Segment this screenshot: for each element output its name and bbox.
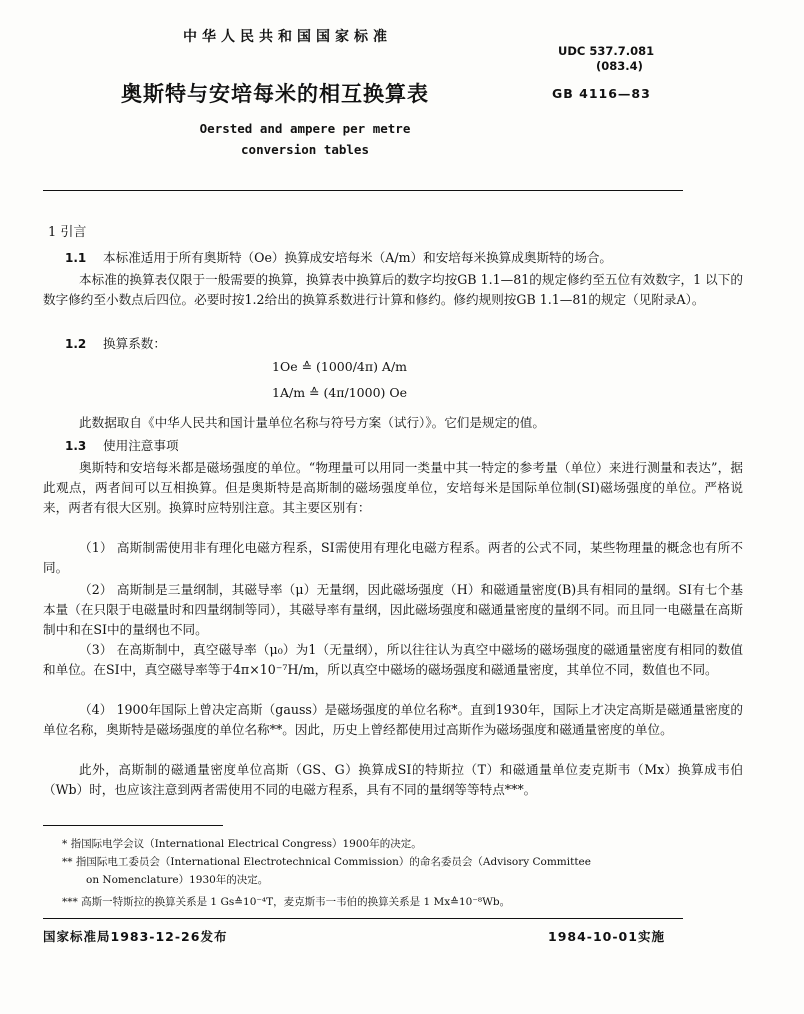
- title-english-line-1: Oersted and ampere per metre: [199, 121, 411, 136]
- formula-oe-to-am: 1Oe ≙ (1000/4π) A/m: [272, 359, 408, 374]
- footnote-3: *** 高斯一特斯拉的换算关系是 1 Gs≙10⁻⁴T，麦克斯韦一韦伯的换算关系是 1 Mx≙10⁻⁸Wb。: [62, 896, 511, 908]
- footnote-2-cont: on Nomenclature）1930年的决定。: [86, 874, 269, 886]
- gb-number: GB 4116—83: [552, 86, 651, 101]
- footer-rule: [43, 918, 683, 919]
- title-chinese: 奥斯特与安培每米的相互换算表: [121, 82, 429, 106]
- list-item-4: （4） 1900年国际上曾决定高斯（gauss）是磁场强度的单位名称*。直到1930年，国际上才决定高斯是磁通量密度的单位名称，奥斯特是磁场强度的单位名称**。因此，历史上曾经都使用过高斯作为磁场强度和磁通量密度的单位。: [43, 702, 743, 738]
- paragraph-1-1: [43, 248, 743, 268]
- list-item-1: （1） 高斯制需使用非有理化电磁方程系，SI需使用有理化电磁方程系。两者的公式不同，某些物理量的概念也有所不同。: [43, 540, 743, 576]
- title-english: [190, 118, 420, 160]
- footnote-1: * 指国际电学会议（International Electrical Congress）1900年的决定。: [62, 838, 422, 850]
- footnote-2: ** 指国际电工委员会（International Electrotechnical Commission）的命名委员会（Advisory Committee: [62, 856, 591, 868]
- issue-date: 国家标准局1983-12-26发布: [43, 929, 228, 944]
- paragraph-1-3-intro: 奥斯特和安培每米都是磁场强度的单位。“物理量可以用同一类量中其一特定的参考量（单位）来进行测量和表达”，据此观点，两者间可以互相换算。但是奥斯特是高斯制的磁场强度单位，安培每米是国际单位制(SI)磁场强度的单位。严格说来，两者有很大区别。换算时应特别注意。其主要区别有：: [43, 460, 743, 516]
- paragraph-text: 换算系数：: [103, 336, 166, 351]
- paragraph-text: 本标准适用于所有奥斯特（Oe）换算成安培每米（A/m）和安培每米换算成奥斯特的场合。: [103, 250, 613, 265]
- udc-line-2: (083.4): [596, 59, 643, 73]
- header-rule: [43, 190, 683, 191]
- title-english-line-2: conversion tables: [241, 142, 369, 157]
- formula-am-to-oe: 1A/m ≙ (4π/1000) Oe: [272, 385, 408, 400]
- paragraph-1-3: [43, 436, 743, 456]
- footnote-rule: [43, 825, 223, 826]
- list-item-3: （3） 在高斯制中，真空磁导率（μ₀）为1（无量纲），所以往往认为真空中磁场的磁场强度的磁通量密度有相同的数值和单位。在SI中，真空磁导率等于4π×10⁻⁷H/m，所以真空中磁场的磁场强度和磁通量密度，其单位不同，数值也不同。: [43, 642, 743, 678]
- list-item-2: （2） 高斯制是三量纲制，其磁导率（μ）无量纲，因此磁场强度（H）和磁通量密度(B)具有相同的量纲。SI有七个基本量（在只限于电磁量时和四量纲制等同），其磁导率有量纲，因此磁场强度和磁通量密度的量纲不同。而且同一电磁量在高斯制中和在SI中的量纲也不同。: [43, 582, 743, 638]
- paragraph-1-1-body: 本标准的换算表仅限于一般需要的换算，换算表中换算后的数字均按GB 1.1—81的规定修约至五位有效数字，1 以下的数字修约至小数点后四位。必要时按1.2给出的换算系数进行计算和修约。修约规则按GB 1.1—81的规定（见附录A）。: [43, 272, 743, 308]
- paragraph-closing: 此外，高斯制的磁通量密度单位高斯（GS、G）换算成SI的特斯拉（T）和磁通量单位麦克斯韦（Mx）换算成韦伯（Wb）时，也应该注意到两者需使用不同的电磁方程系，具有不同的量纲等等特点***。: [43, 762, 743, 798]
- section-number: 1.1: [65, 251, 87, 265]
- udc-code: [558, 44, 654, 74]
- effective-date: 1984-10-01实施: [548, 929, 665, 944]
- paragraph-1-2: [43, 334, 743, 354]
- section-1-heading: 1 引言: [48, 225, 87, 240]
- standard-category: 中华人民共和国国家标准: [183, 29, 392, 45]
- paragraph-text: 使用注意事项: [103, 438, 179, 453]
- section-number: 1.3: [65, 439, 87, 453]
- section-number: 1.2: [65, 337, 87, 351]
- paragraph-1-2-source: 此数据取自《中华人民共和国计量单位名称与符号方案（试行）》。它们是规定的值。: [79, 415, 545, 430]
- udc-line-1: UDC 537.7.081: [558, 44, 655, 58]
